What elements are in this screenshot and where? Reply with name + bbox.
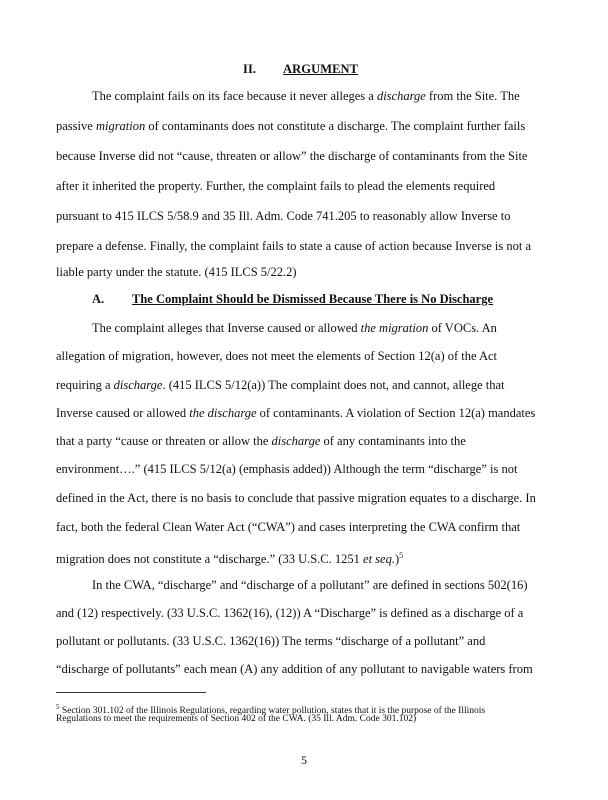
body-text: discharge <box>113 378 163 392</box>
body-line <box>56 406 535 420</box>
intro-text: migration <box>95 119 146 133</box>
body-text: that a party “cause or threaten or allow the <box>56 434 272 448</box>
intro-text: The complaint fails on its face because it never alleges a <box>92 89 377 103</box>
intro-line <box>92 89 520 103</box>
subsection-label: A. <box>92 292 105 306</box>
intro-text: from the Site. The <box>425 89 520 103</box>
body-text: the migration <box>360 321 429 335</box>
body-text: of contaminants. A violation of Section 12(a) mandates <box>256 406 536 420</box>
page-number: 5 <box>301 753 307 767</box>
body-line <box>56 462 517 476</box>
body-text: In the CWA, “discharge” and “discharge of a pollutant” are defined in sections 502(16) <box>92 578 528 592</box>
intro-text: pursuant to 415 ILCS 5/58.9 and 35 Ill. Adm. Code 741.205 to reasonably allow Inverse to <box>56 209 511 223</box>
intro-text: discharge <box>376 89 426 103</box>
body-text: discharge <box>271 434 321 448</box>
body-line <box>56 520 520 534</box>
body-line <box>56 491 536 505</box>
footnote-line-2: Regulations to meet the requirements of Section 402 of the CWA. (35 Ill. Adm. Code 301.102) <box>56 714 417 724</box>
body-text: ) <box>394 552 400 567</box>
body-text: 5 <box>399 551 404 560</box>
body-line <box>56 606 523 620</box>
intro-line <box>56 149 527 163</box>
body-text: The complaint alleges that Inverse caused or allowed <box>92 321 361 335</box>
body-text: of any contaminants into the <box>320 434 466 448</box>
body-text: migration does not constitute a “discharge.” (33 U.S.C. 1251 <box>56 552 364 567</box>
body-line <box>56 549 403 566</box>
body-line <box>56 378 505 392</box>
body-line <box>56 349 497 363</box>
footnote-divider <box>56 692 206 693</box>
body-text: and (12) respectively. (33 U.S.C. 1362(16), (12)) A “Discharge” is defined as a discharge of a <box>56 606 524 620</box>
intro-line <box>56 209 510 223</box>
intro-line <box>56 179 495 193</box>
body-text: Inverse caused or allowed <box>56 406 190 420</box>
body-text: environment….” (415 ILCS 5/12(a) (emphasis added)) Although the term “discharge” is not <box>56 462 518 476</box>
intro-text: because Inverse did not “cause, threaten or allow” the discharge of contaminants from the Site <box>56 149 528 163</box>
subsection-title: The Complaint Should be Dismissed Because There is No Discharge <box>132 292 494 306</box>
section-title: ARGUMENT <box>283 62 359 76</box>
body-text: fact, both the federal Clean Water Act (“CWA”) and cases interpreting the CWA confirm that <box>56 520 521 534</box>
intro-line <box>56 265 297 279</box>
body-text: requiring a <box>56 378 114 392</box>
subsection-heading <box>92 292 493 307</box>
body-text: “discharge of pollutants” each mean (A) any addition of any pollutant to navigable waters from <box>56 662 533 676</box>
body-line <box>56 434 466 448</box>
body-text: pollutant or pollutants. (33 U.S.C. 1362(16)) The terms “discharge of a pollutant” and <box>56 634 486 648</box>
body-text: . (415 ILCS 5/12(a)) The complaint does not, and cannot, allege that <box>162 378 505 392</box>
body-text: allegation of migration, however, does not meet the elements of Section 12(a) of the Act <box>56 349 498 363</box>
intro-line <box>56 119 525 133</box>
intro-text: of contaminants does not constitute a discharge. The complaint further fails <box>145 119 526 133</box>
footnote-text-1: Section 301.102 of the Illinois Regulations, regarding water pollution, states that it is the purpose of the Illinois <box>59 706 486 717</box>
intro-text: passive <box>56 119 96 133</box>
body-line <box>56 662 533 676</box>
body-line <box>56 634 485 648</box>
intro-text: liable party under the statute. (415 ILCS 5/22.2) <box>56 265 297 279</box>
intro-line <box>56 239 531 253</box>
body-text: of VOCs. An <box>428 321 497 335</box>
footnote-marker: 5 <box>56 703 60 711</box>
body-text: defined in the Act, there is no basis to conclude that passive migration equates to a discharge. In <box>56 491 536 505</box>
intro-text: prepare a defense. Finally, the complaint fails to state a cause of action because Inverse is not a <box>56 239 532 253</box>
section-number: II. <box>243 62 257 76</box>
body-text: et seq. <box>363 552 395 567</box>
intro-text: after it inherited the property. Further, the complaint fails to plead the elements required <box>56 179 496 193</box>
body-line <box>92 321 497 335</box>
body-line <box>92 578 528 592</box>
body-text: the discharge <box>189 406 257 420</box>
